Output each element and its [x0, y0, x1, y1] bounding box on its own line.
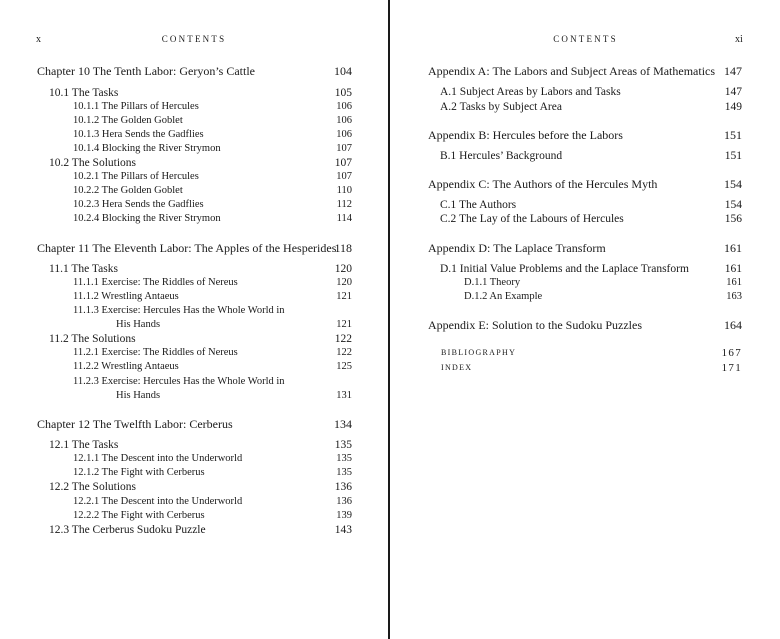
- toc-entry-title: 12.2.1 The Descent into the Underworld: [73, 496, 243, 507]
- toc-entry-title: D.1.1 Theory: [464, 277, 521, 288]
- toc-entry-title: 12.2 The Solutions: [49, 481, 137, 493]
- toc-entry-page-number: 139: [336, 510, 352, 521]
- toc-entry-appendix[interactable]: [391, 241, 780, 255]
- toc-entry-page-number: 156: [724, 213, 742, 225]
- toc-entry-subsection[interactable]: [0, 128, 388, 142]
- toc-entry-page-number: 107: [334, 157, 352, 169]
- toc-entry-subsection[interactable]: [0, 198, 388, 212]
- toc-entry-section[interactable]: [0, 332, 388, 346]
- toc-entry-page-number: 105: [334, 87, 352, 99]
- toc-entry-title: 10.1.1 The Pillars of Hercules: [73, 101, 199, 112]
- toc-entry-page-number: 121: [336, 319, 352, 330]
- toc-entry-subsection[interactable]: [0, 170, 388, 184]
- toc-entry-title: 11.2.3 Exercise: Hercules Has the Whole World in: [73, 376, 285, 387]
- toc-entry-page-number: 122: [334, 333, 352, 345]
- toc-entry-title: 10.2 The Solutions: [49, 157, 137, 169]
- toc-entry-title: INDEX: [441, 363, 473, 372]
- toc-entry-title: 12.1.2 The Fight with Cerberus: [73, 467, 205, 478]
- toc-entry-page-number: 106: [336, 129, 352, 140]
- toc-entry-subsection[interactable]: [0, 360, 388, 374]
- toc-entry-page-number: 136: [334, 481, 352, 493]
- toc-entry-page-number: 154: [724, 199, 742, 211]
- toc-entry-section[interactable]: [0, 86, 388, 100]
- toc-entry-section[interactable]: [0, 438, 388, 452]
- toc-entry-title: 11.1.3 Exercise: Hercules Has the Whole World in: [73, 305, 285, 316]
- toc-entry-title: Appendix C: The Authors of the Hercules Myth: [428, 177, 658, 191]
- right-page: [391, 0, 780, 639]
- toc-entry-subsection[interactable]: [0, 346, 388, 360]
- toc-entry-page-number: 171: [721, 362, 742, 374]
- running-head: CONTENTS: [161, 34, 227, 44]
- toc-entry-title: 12.3 The Cerberus Sudoku Puzzle: [49, 524, 206, 536]
- toc-entry-chapter[interactable]: [0, 64, 388, 78]
- toc-entry-page-number: 147: [724, 86, 742, 98]
- toc-entry-page-number: 110: [336, 185, 352, 196]
- toc-entry-page-number: 163: [726, 291, 742, 302]
- toc-entry-title: 11.2 The Solutions: [49, 333, 136, 345]
- toc-entry-title: 10.1.4 Blocking the River Strymon: [73, 143, 221, 154]
- toc-entry-subsection[interactable]: [391, 276, 780, 290]
- toc-entry-page-number: 120: [334, 263, 352, 275]
- toc-entry-page-number: 167: [721, 347, 742, 359]
- toc-entry-title: C.2 The Lay of the Labours of Hercules: [440, 213, 624, 225]
- toc-entry-title: C.1 The Authors: [440, 199, 517, 211]
- toc-entry-page-number: 107: [336, 143, 352, 154]
- toc-entry-title: BIBLIOGRAPHY: [441, 348, 517, 357]
- toc-entry-title: 12.1 The Tasks: [49, 439, 119, 451]
- toc-entry-backmatter[interactable]: [391, 346, 780, 360]
- toc-entry-title: 12.1.1 The Descent into the Underworld: [73, 453, 243, 464]
- toc-entry-page-number: 149: [724, 101, 742, 113]
- toc-entry-page-number: 151: [724, 150, 742, 162]
- toc-entry-page-number: 120: [336, 277, 352, 288]
- toc-entry-title: 10.1 The Tasks: [49, 87, 119, 99]
- toc-entry-section[interactable]: [0, 523, 388, 537]
- left-page: [0, 0, 388, 639]
- toc-entry-section[interactable]: [391, 85, 780, 99]
- toc-entry-appendix[interactable]: [391, 64, 780, 78]
- toc-entry-title: Chapter 11 The Eleventh Labor: The Apples of the Hesperides: [37, 241, 337, 255]
- toc-entry-page-number: 121: [336, 291, 352, 302]
- toc-entry-subsection[interactable]: [0, 114, 388, 128]
- toc-entry-title: Chapter 12 The Twelfth Labor: Cerberus: [37, 417, 233, 431]
- toc-entry-page-number: 118: [334, 241, 352, 255]
- toc-entry-title: Appendix D: The Laplace Transform: [428, 241, 606, 255]
- toc-entry-title: His Hands: [116, 319, 161, 330]
- toc-entry-title: 10.2.1 The Pillars of Hercules: [73, 171, 199, 182]
- toc-entry-title: 12.2.2 The Fight with Cerberus: [73, 510, 205, 521]
- toc-entry-title: Appendix E: Solution to the Sudoku Puzzles: [428, 318, 642, 332]
- toc-entry-subsection[interactable]: [0, 509, 388, 523]
- toc-entry-section[interactable]: [0, 156, 388, 170]
- toc-entry-subsection-cont[interactable]: [0, 389, 388, 403]
- toc-entry-subsection[interactable]: [391, 290, 780, 304]
- toc-entry-subsection[interactable]: [0, 495, 388, 509]
- toc-entry-page-number: 147: [724, 64, 742, 78]
- toc-entry-page-number: 143: [334, 524, 352, 536]
- toc-entry-title: His Hands: [116, 390, 161, 401]
- toc-entry-title: 11.2.1 Exercise: The Riddles of Nereus: [73, 347, 238, 358]
- toc-entry-section[interactable]: [391, 100, 780, 114]
- toc-entry-title: 10.2.2 The Golden Goblet: [73, 185, 183, 196]
- toc-entry-subsection[interactable]: [0, 212, 388, 226]
- toc-entry-page-number: 122: [336, 347, 352, 358]
- toc-entry-section[interactable]: [391, 198, 780, 212]
- toc-entry-page-number: 164: [724, 318, 742, 332]
- toc-entry-appendix[interactable]: [391, 177, 780, 191]
- toc-entry-subsection[interactable]: [0, 184, 388, 198]
- toc-entry-title: Chapter 10 The Tenth Labor: Geryon’s Cattle: [37, 64, 255, 78]
- toc-entry-chapter[interactable]: [0, 241, 388, 255]
- toc-entry-title: B.1 Hercules’ Background: [440, 150, 563, 162]
- toc-entry-page-number: 114: [336, 213, 352, 224]
- toc-entry-title: 10.2.3 Hera Sends the Gadflies: [73, 199, 204, 210]
- toc-entry-chapter[interactable]: [0, 417, 388, 431]
- toc-entry-title: 10.1.2 The Golden Goblet: [73, 115, 183, 126]
- toc-entry-title: A.1 Subject Areas by Labors and Tasks: [440, 86, 621, 98]
- toc-entry-subsection[interactable]: [0, 304, 388, 318]
- page-number: x: [36, 34, 41, 45]
- toc-entry-appendix[interactable]: [391, 128, 780, 142]
- toc-entry-page-number: 125: [336, 361, 352, 372]
- toc-entry-subsection[interactable]: [0, 452, 388, 466]
- toc-entry-title: 11.1.1 Exercise: The Riddles of Nereus: [73, 277, 238, 288]
- toc-entry-subsection[interactable]: [0, 276, 388, 290]
- toc-entry-page-number: 151: [724, 128, 742, 142]
- toc-entry-title: 11.1.2 Wrestling Antaeus: [73, 291, 179, 302]
- toc-entry-page-number: 112: [336, 199, 352, 210]
- toc-entry-title: 10.2.4 Blocking the River Strymon: [73, 213, 221, 224]
- toc-entry-title: D.1 Initial Value Problems and the Laplace Transform: [440, 263, 689, 275]
- toc-entry-title: Appendix A: The Labors and Subject Areas of Mathematics: [428, 64, 716, 78]
- toc-entry-section[interactable]: [0, 480, 388, 494]
- toc-entry-page-number: 161: [724, 241, 742, 255]
- toc-entry-subsection[interactable]: [0, 375, 388, 389]
- toc-entry-title: 10.1.3 Hera Sends the Gadflies: [73, 129, 204, 140]
- toc-entry-section[interactable]: [0, 262, 388, 276]
- toc-entry-page-number: 136: [336, 496, 352, 507]
- toc-entry-page-number: 107: [336, 171, 352, 182]
- toc-entry-title: 11.2.2 Wrestling Antaeus: [73, 361, 179, 372]
- toc-entry-title: A.2 Tasks by Subject Area: [440, 101, 562, 113]
- toc-entry-page-number: 131: [336, 390, 352, 401]
- toc-entry-page-number: 134: [334, 417, 352, 431]
- toc-entry-page-number: 161: [724, 263, 742, 275]
- toc-entry-page-number: 106: [336, 101, 352, 112]
- page-gutter-divider: [388, 0, 390, 639]
- toc-entry-subsection-cont[interactable]: [0, 318, 388, 332]
- toc-entry-title: D.1.2 An Example: [464, 291, 543, 302]
- toc-entry-subsection[interactable]: [0, 142, 388, 156]
- toc-entry-backmatter[interactable]: [391, 361, 780, 375]
- toc-entry-subsection[interactable]: [0, 290, 388, 304]
- toc-entry-page-number: 135: [334, 439, 352, 451]
- toc-entry-section[interactable]: [391, 212, 780, 226]
- toc-entry-section[interactable]: [391, 149, 780, 163]
- page-number: xi: [735, 34, 743, 45]
- toc-entry-appendix[interactable]: [391, 318, 780, 332]
- toc-entry-page-number: 161: [726, 277, 742, 288]
- toc-entry-page-number: 154: [724, 177, 742, 191]
- toc-entry-subsection[interactable]: [0, 100, 388, 114]
- toc-entry-title: 11.1 The Tasks: [49, 263, 118, 275]
- toc-entry-title: Appendix B: Hercules before the Labors: [428, 128, 623, 142]
- toc-entry-page-number: 135: [336, 453, 352, 464]
- toc-entry-page-number: 104: [334, 64, 352, 78]
- running-head: CONTENTS: [553, 34, 618, 44]
- toc-entry-subsection[interactable]: [0, 466, 388, 480]
- toc-entry-section[interactable]: [391, 262, 780, 276]
- toc-entry-page-number: 106: [336, 115, 352, 126]
- toc-entry-page-number: 135: [336, 467, 352, 478]
